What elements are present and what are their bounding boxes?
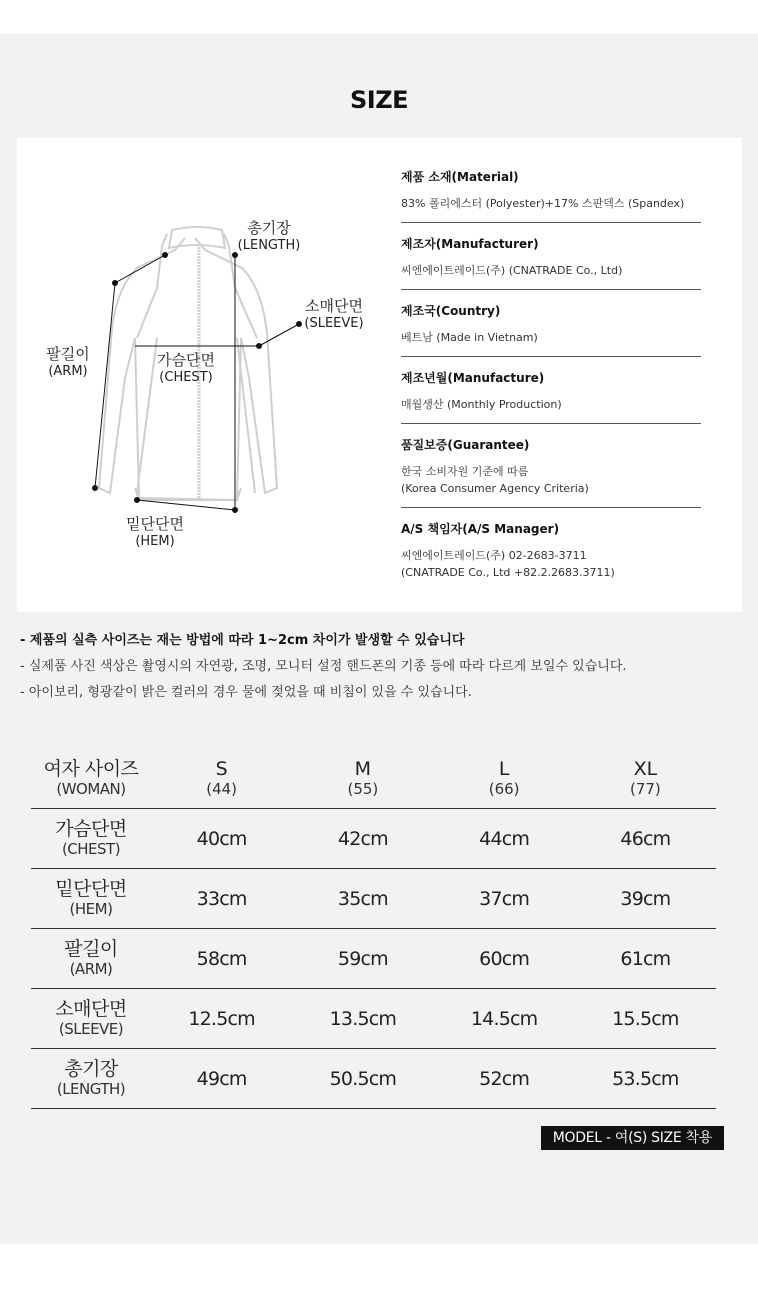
table-cell: 35cm: [292, 869, 433, 929]
table-cell: 14.5cm: [434, 989, 575, 1049]
row-label-en: (HEM): [69, 900, 113, 918]
column-num: (77): [629, 780, 661, 798]
spec-label: 제품 소재(Material): [401, 170, 519, 184]
table-cell: 58cm: [151, 929, 292, 989]
table-cell: 13.5cm: [292, 989, 433, 1049]
row-label-ko: 총기장: [64, 1058, 118, 1080]
model-badge: MODEL - 여(S) SIZE 착용: [541, 1126, 724, 1150]
spec-manufacturer: [401, 223, 701, 290]
table-cell: 44cm: [434, 809, 575, 869]
info-card: [17, 138, 742, 612]
header-en: (WOMAN): [56, 779, 126, 798]
table-row: [31, 809, 716, 869]
spec-label: 제조자(Manufacturer): [401, 237, 539, 251]
label-hem: [113, 516, 197, 550]
column-size: S: [215, 758, 228, 780]
table-cell: 37cm: [434, 869, 575, 929]
size-table: [31, 748, 716, 1109]
table-cell: 52cm: [434, 1049, 575, 1109]
row-label-ko: 소매단면: [55, 998, 127, 1020]
note-item: - 제품의 실측 사이즈는 재는 방법에 따라 1~2cm 차이가 발생할 수 있습니다: [20, 633, 465, 648]
table-row: [31, 869, 716, 929]
label-hem-en: (HEM): [135, 534, 175, 549]
column-size: M: [354, 758, 372, 780]
column-num: (44): [206, 780, 238, 798]
label-arm-ko: 팔길이: [46, 345, 90, 363]
label-chest-en: (CHEST): [159, 370, 213, 385]
label-length-ko: 총기장: [247, 219, 291, 237]
row-label-ko: 밑단단면: [55, 878, 127, 900]
label-arm: [37, 346, 99, 380]
table-cell: 39cm: [575, 869, 716, 929]
page-title: SIZE: [349, 86, 408, 114]
label-sleeve: [299, 298, 369, 332]
column-size: XL: [633, 758, 658, 780]
table-cell: 61cm: [575, 929, 716, 989]
table-cell: 42cm: [292, 809, 433, 869]
spec-material: [401, 158, 701, 223]
row-label-ko: 가슴단면: [55, 818, 127, 840]
table-cell: 33cm: [151, 869, 292, 929]
table-cell: 46cm: [575, 809, 716, 869]
row-label-en: (SLEEVE): [58, 1020, 124, 1038]
table-cell: 59cm: [292, 929, 433, 989]
spec-guarantee: [401, 424, 701, 508]
note-item: - 아이보리, 형광같이 밝은 컬러의 경우 물에 젖었을 때 비침이 있을 수 있습니다.: [20, 685, 472, 700]
table-cell: 40cm: [151, 809, 292, 869]
row-label-en: (CHEST): [61, 840, 121, 858]
jacket-diagram: [17, 138, 397, 612]
spec-value: 씨엔에이트레이드(주) (CNATRADE Co., Ltd): [401, 264, 623, 277]
label-chest-ko: 가슴단면: [157, 351, 215, 369]
label-hem-ko: 밑단단면: [126, 515, 184, 533]
column-num: (55): [347, 780, 379, 798]
table-row: [31, 929, 716, 989]
spec-as-manager: [401, 508, 701, 591]
row-label: [31, 929, 151, 989]
header-cell: [31, 748, 151, 809]
row-label-en: (LENGTH): [56, 1080, 126, 1098]
spec-value: 매월생산 (Monthly Production): [401, 398, 562, 411]
note-item: - 실제품 사진 색상은 촬영시의 자연광, 조명, 모니터 설정 핸드폰의 기종 등에 따라 다르게 보일수 있습니다.: [20, 659, 627, 674]
spec-label: A/S 책임자(A/S Manager): [401, 522, 560, 536]
table-row: [31, 989, 716, 1049]
label-length-en: (LENGTH): [237, 238, 301, 253]
spec-label: 제조년월(Manufacture): [401, 371, 545, 385]
table-cell: 12.5cm: [151, 989, 292, 1049]
label-length: [231, 220, 307, 254]
spec-label: 제조국(Country): [401, 304, 501, 318]
column-xl: [575, 748, 716, 809]
row-label: [31, 869, 151, 929]
spec-value: 베트남 (Made in Vietnam): [401, 331, 538, 344]
spec-list: [401, 158, 701, 591]
table-cell: 60cm: [434, 929, 575, 989]
column-m: [292, 748, 433, 809]
spec-country: [401, 290, 701, 357]
spec-value: 83% 폴리에스터 (Polyester)+17% 스판덱스 (Spandex): [401, 197, 685, 210]
column-l: [434, 748, 575, 809]
label-arm-en: (ARM): [48, 364, 88, 379]
row-label: [31, 1049, 151, 1109]
row-label-ko: 팔길이: [64, 938, 118, 960]
table-cell: 15.5cm: [575, 989, 716, 1049]
table-header-row: [31, 748, 716, 809]
table-cell: 50.5cm: [292, 1049, 433, 1109]
column-size: L: [498, 758, 510, 780]
spec-label: 품질보증(Guarantee): [401, 438, 530, 452]
notes: [20, 628, 740, 706]
label-sleeve-en: (SLEEVE): [304, 316, 364, 331]
row-label: [31, 989, 151, 1049]
column-num: (66): [488, 780, 520, 798]
label-sleeve-ko: 소매단면: [305, 297, 363, 315]
table-cell: 49cm: [151, 1049, 292, 1109]
header-ko: 여자 사이즈: [43, 757, 139, 780]
table-cell: 53.5cm: [575, 1049, 716, 1109]
row-label-en: (ARM): [69, 960, 113, 978]
spec-value: 씨엔에이트레이드(주) 02-2683-3711 (CNATRADE Co., Ltd +82.2.2683.3711): [401, 549, 615, 579]
column-s: [151, 748, 292, 809]
spec-manufacture-date: [401, 357, 701, 424]
table-row: [31, 1049, 716, 1109]
spec-value: 한국 소비자원 기준에 따름 (Korea Consumer Agency Criteria): [401, 465, 589, 495]
row-label: [31, 809, 151, 869]
label-chest: [147, 352, 225, 386]
